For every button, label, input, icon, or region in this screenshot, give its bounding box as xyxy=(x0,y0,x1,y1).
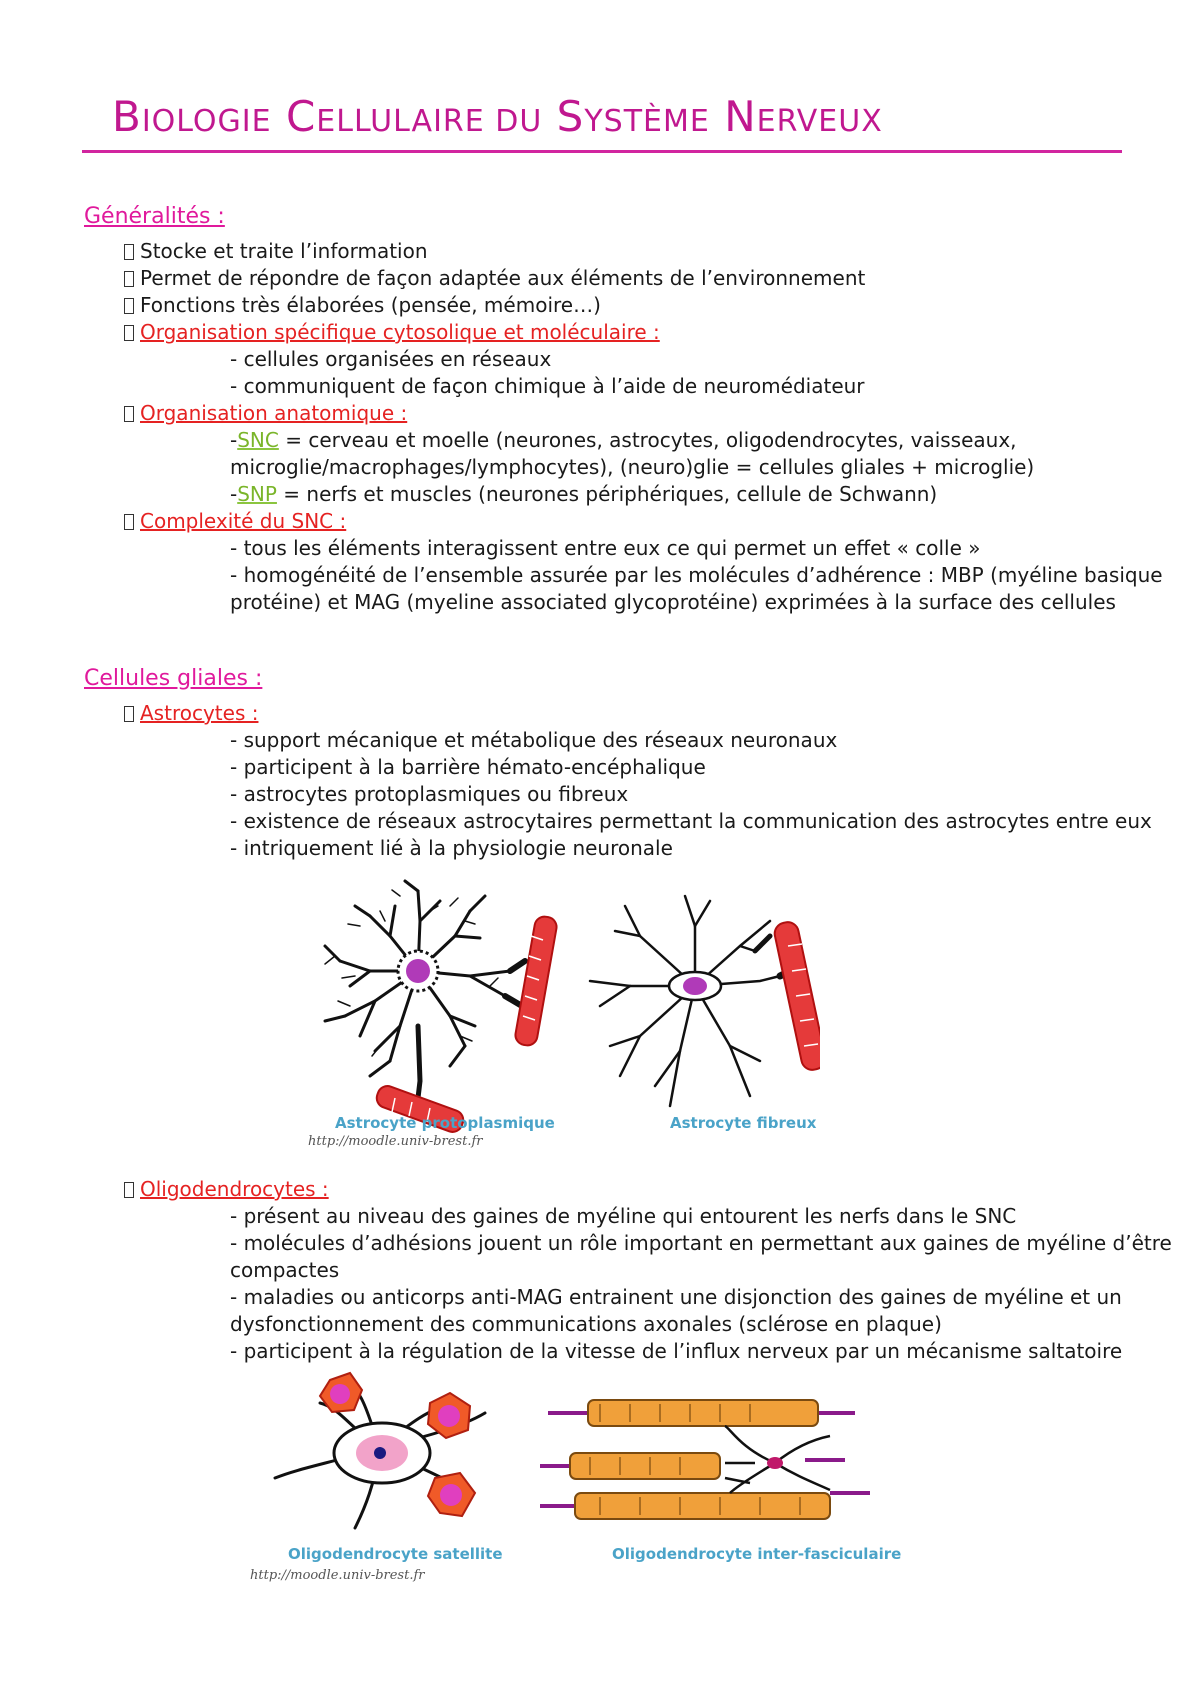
bullet-box-icon xyxy=(124,1182,134,1198)
title-word: ELLULAIRE DU xyxy=(316,104,543,139)
subheading-text: Oligodendrocytes : xyxy=(140,1177,329,1201)
sub-line: - maladies ou anticorps anti-MAG entrainent une disjonction des gaines de myéline et un xyxy=(230,1285,1122,1309)
sub-line: - présent au niveau des gaines de myéline qui entourent les nerfs dans le SNC xyxy=(230,1204,1017,1228)
bullet-box-icon xyxy=(124,706,134,722)
heading-generalites: Généralités : xyxy=(84,204,225,229)
oligodendrocyte-figure xyxy=(270,1368,950,1548)
title-letter: S xyxy=(556,92,585,141)
bullet-box-icon xyxy=(124,325,134,341)
bullet-text: Stocke et traite l’information xyxy=(140,239,428,263)
figure-caption: Oligodendrocyte satellite xyxy=(288,1545,503,1563)
bullet-text: Permet de répondre de façon adaptée aux éléments de l’environnement xyxy=(140,266,866,290)
bullet-subheading xyxy=(124,400,407,426)
title-letter: B xyxy=(112,92,142,141)
bullet-text: Fonctions très élaborées (pensée, mémoire…) xyxy=(140,293,601,317)
blood-vessel-icon xyxy=(773,920,820,1072)
bullet-item xyxy=(124,292,601,318)
figure-caption: Astrocyte fibreux xyxy=(670,1114,817,1132)
blood-vessel-icon xyxy=(514,915,558,1047)
sub-line: - molécules d’adhésions jouent un rôle important en permettant aux gaines de myéline d’être xyxy=(230,1231,1172,1255)
sub-line: - communiquent de façon chimique à l’aide de neuromédiateur xyxy=(230,374,865,398)
sub-line: - homogénéité de l’ensemble assurée par les molécules d’adhérence : MBP (myéline basique xyxy=(230,563,1163,587)
sub-line: - intriquement lié à la physiologie neuronale xyxy=(230,836,673,860)
figure-caption: Oligodendrocyte inter-fasciculaire xyxy=(612,1545,902,1563)
bullet-box-icon xyxy=(124,271,134,287)
neuron-body-icon xyxy=(428,1473,475,1516)
figure-caption: Astrocyte protoplasmique xyxy=(335,1114,555,1132)
title-word: YSTÈME xyxy=(584,104,710,139)
sub-line: - cellules organisées en réseaux xyxy=(230,347,552,371)
subheading-text: Organisation spécifique cytosolique et moléculaire : xyxy=(140,320,660,344)
subheading-text: Complexité du SNC : xyxy=(140,509,347,533)
bullet-box-icon xyxy=(124,244,134,260)
sub-line: - tous les éléments interagissent entre eux ce qui permet un effet « colle » xyxy=(230,536,981,560)
bullet-box-icon xyxy=(124,514,134,530)
bullet-subheading xyxy=(124,700,258,726)
subheading-text: Organisation anatomique : xyxy=(140,401,408,425)
bullet-box-icon xyxy=(124,406,134,422)
sub-line: microglie/macrophages/lymphocytes), (neuro)glie = cellules gliales + microglie) xyxy=(230,455,1035,479)
bullet-box-icon xyxy=(124,298,134,314)
sub-line: - astrocytes protoplasmiques ou fibreux xyxy=(230,782,629,806)
subheading-text: Astrocytes : xyxy=(140,701,259,725)
sub-line: - participent à la régulation de la vitesse de l’influx nerveux par un mécanisme saltatoire xyxy=(230,1339,1123,1363)
figure-source: http://moodle.univ-brest.fr xyxy=(250,1568,425,1583)
heading-cellules-gliales: Cellules gliales : xyxy=(84,666,263,691)
sub-line: compactes xyxy=(230,1258,340,1282)
sub-line-snc: -SNC = cerveau et moelle (neurones, astrocytes, oligodendrocytes, vaisseaux, xyxy=(230,428,1017,452)
bullet-item xyxy=(124,238,428,264)
sub-line: - participent à la barrière hémato-encéphalique xyxy=(230,755,706,779)
snc-label: SNC xyxy=(237,428,279,452)
title-letter: N xyxy=(724,92,757,141)
sub-line: dysfonctionnement des communications axonales (sclérose en plaque) xyxy=(230,1312,942,1336)
bullet-subheading xyxy=(124,508,346,534)
sub-line-snp: -SNP = nerfs et muscles (neurones périphériques, cellule de Schwann) xyxy=(230,482,938,506)
sub-line: - support mécanique et métabolique des réseaux neuronaux xyxy=(230,728,838,752)
title-underline xyxy=(82,150,1122,153)
bullet-subheading xyxy=(124,319,660,345)
snp-label: SNP xyxy=(237,482,277,506)
bullet-item xyxy=(124,265,865,291)
oligodendrocyte-interfascicular-icon xyxy=(540,1400,870,1519)
title-word: IOLOGIE xyxy=(141,104,272,139)
bullet-subheading xyxy=(124,1176,329,1202)
title-letter: C xyxy=(285,92,317,141)
sub-line: protéine) et MAG (myeline associated glycoprotéine) exprimées à la surface des cellules xyxy=(230,590,1116,614)
snc-text: = cerveau et moelle (neurones, astrocytes, oligodendrocytes, vaisseaux, xyxy=(278,428,1017,452)
snp-text: = nerfs et muscles (neurones périphériques, cellule de Schwann) xyxy=(276,482,938,506)
astrocyte-fibrous-icon xyxy=(590,896,780,1106)
oligodendrocyte-illustration xyxy=(270,1368,950,1548)
sub-line: - existence de réseaux astrocytaires permettant la communication des astrocytes entre eux xyxy=(230,809,1152,833)
page-title xyxy=(112,92,1132,141)
neuron-body-icon xyxy=(428,1393,470,1438)
title-word: ERVEUX xyxy=(756,104,883,139)
figure-source: http://moodle.univ-brest.fr xyxy=(308,1134,483,1149)
